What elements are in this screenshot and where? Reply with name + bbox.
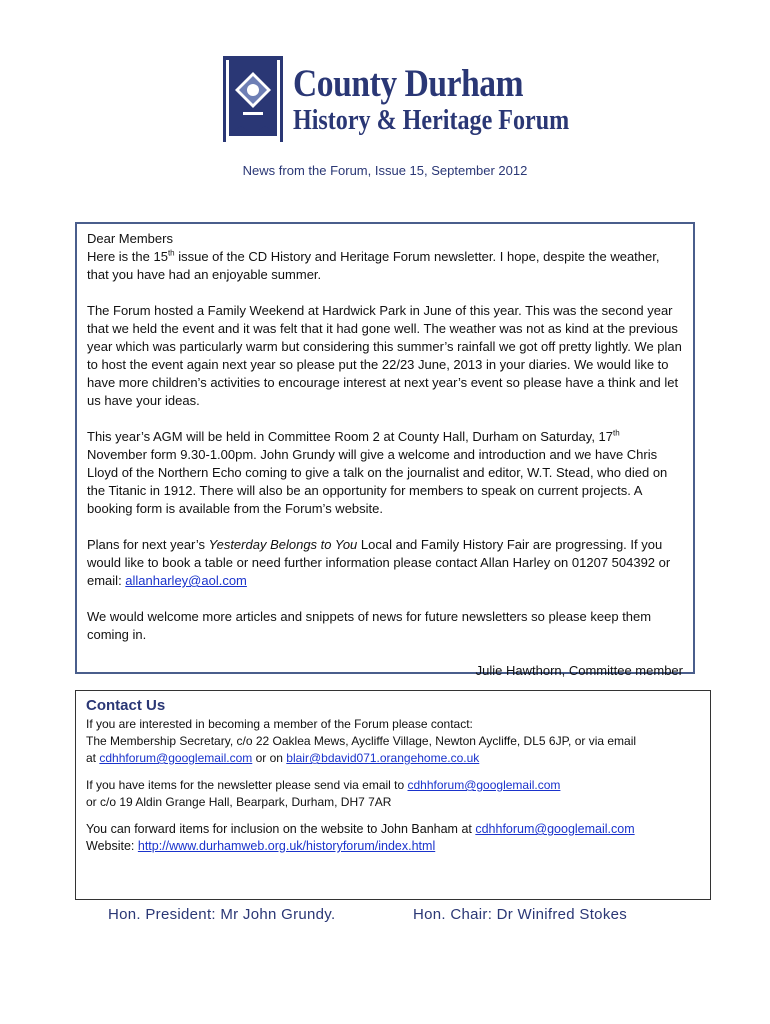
website-link[interactable]: http://www.durhamweb.org.uk/historyforum/index.html xyxy=(137,839,436,853)
issue-line: News from the Forum, Issue 15, September 2012 xyxy=(242,163,528,178)
website-email-link[interactable]: cdhhforum@googlemail.com xyxy=(475,822,635,836)
logo-title: County Durham xyxy=(293,61,524,105)
contact-newsletter: If you have items for the newsletter please send via email to cdhhforum@googlemail.com or c/o 19 Aldin Grange Hall, Bearpark, Durham, DH7 7AR xyxy=(86,778,561,809)
paragraph-fair: Plans for next year’s Yesterday Belongs to You Local and Family History Fair are progressing. If you would like to book a table or need further information please contact Allan Harley on 01207 504392 or email: allanharley@aol.com xyxy=(87,537,671,588)
secretary-email-link[interactable]: blair@bdavid071.orangehome.co.uk xyxy=(286,751,480,765)
contact-title: Contact Us xyxy=(86,697,166,714)
banner-crest-icon xyxy=(221,54,285,144)
paragraph-articles: We would welcome more articles and snippets of news for future newsletters so please keep them coming in. xyxy=(87,609,652,642)
allan-email-link[interactable]: allanharley@aol.com xyxy=(125,573,247,588)
forum-logo xyxy=(221,52,570,146)
hon-president: Hon. President: Mr John Grundy. xyxy=(108,906,336,923)
contact-website: You can forward items for inclusion on the website to John Banham at cdhhforum@googlemail.com Website: http://www.durhamweb.org.uk/historyforum/index.html xyxy=(86,822,635,853)
newsletter-email-link[interactable]: cdhhforum@googlemail.com xyxy=(407,778,561,792)
paragraph-intro: Here is the 15th issue of the CD History and Heritage Forum newsletter. I hope, despite the weather, that you have had an enjoyable summer. xyxy=(87,248,660,282)
hon-chair: Hon. Chair: Dr Winifred Stokes xyxy=(413,906,628,923)
signature: Julie Hawthorn, Committee member xyxy=(475,663,683,678)
logo-subtitle: History & Heritage Forum xyxy=(293,104,570,136)
contact-box xyxy=(75,690,711,900)
paragraph-family-weekend: The Forum hosted a Family Weekend at Hardwick Park in June of this year. This was the second year that we held the event and it was felt that it had gone well. The weather was not as kind at the previous year which was particularly warm but considering this summer’s rainfall we got off pretty lightly. We plan to host the event again next year so please put the 22/23 June, 2013 in your diaries. We would like to have more children’s activities to encourage interest at next year’s event so please have a think and let us have your ideas. xyxy=(87,303,682,408)
contact-membership: If you are interested in becoming a member of the Forum please contact: The Membership Secretary, c/o 22 Oaklea Mews, Aycliffe Village, Newton Aycliffe, DL5 6JP, or via email at cdhhforum@googlemail.com or on blair@bdavid071.orangehome.co.uk xyxy=(86,717,637,765)
paragraph-agm: This year’s AGM will be held in Committee Room 2 at County Hall, Durham on Saturday, 17th November form 9.30-1.00pm. John Grundy will give a welcome and introduction and we have Chris Lloyd of the Northern Echo coming to give a talk on the journalist and editor, W.T. Stead, who died on the Titanic in 1912. There will also be an opportunity for members to speak on current projects. A booking form is available from the Forum’s website. xyxy=(87,428,668,516)
letter-box xyxy=(75,222,695,678)
salutation: Dear Members xyxy=(87,231,173,246)
membership-email-link[interactable]: cdhhforum@googlemail.com xyxy=(99,751,253,765)
